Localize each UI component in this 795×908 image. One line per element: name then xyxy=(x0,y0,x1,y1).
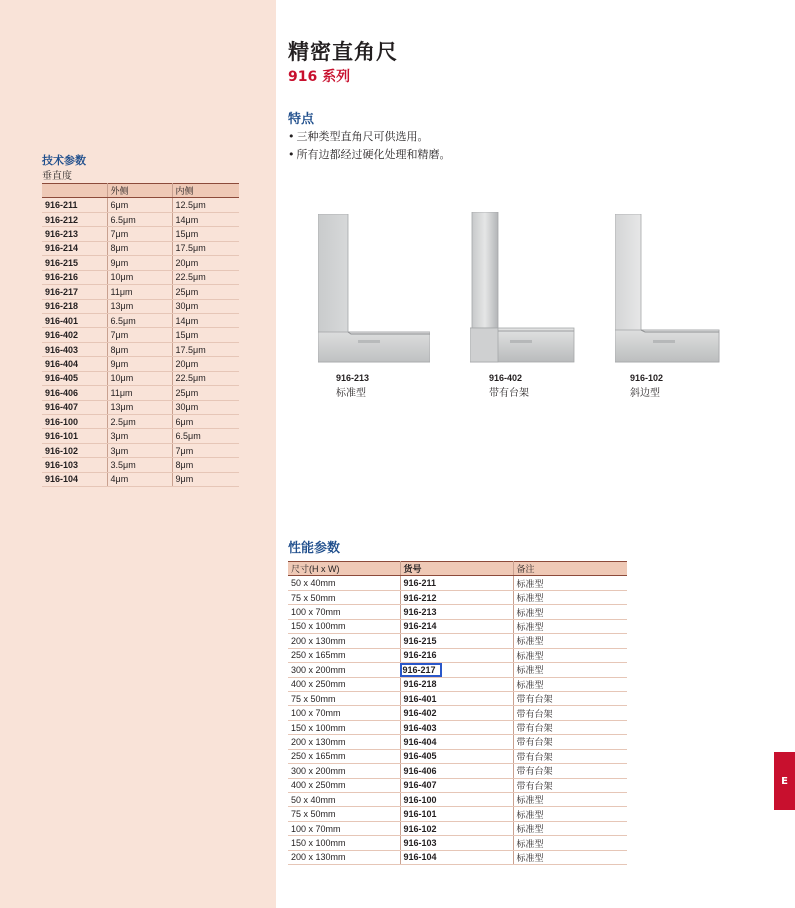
product-type: 斜边型 xyxy=(630,388,660,399)
perf-cell-remark: 带有台架 xyxy=(513,778,627,792)
spec-cell-inner: 22.5μm xyxy=(172,270,239,284)
perf-cell-size: 50 x 40mm xyxy=(288,576,400,590)
spec-cell-inner: 15μm xyxy=(172,227,239,241)
table-row xyxy=(42,285,239,299)
table-row xyxy=(288,836,627,850)
perf-cell-remark: 标准型 xyxy=(513,807,627,821)
spec-cell-outer: 3μm xyxy=(107,429,172,443)
table-row xyxy=(288,706,627,720)
spec-cell-inner: 9μm xyxy=(172,472,239,486)
perf-cell-size: 50 x 40mm xyxy=(288,793,400,807)
perf-cell-size: 200 x 130mm xyxy=(288,850,400,864)
spec-cell-inner: 30μm xyxy=(172,299,239,313)
spec-cell-outer: 13μm xyxy=(107,400,172,414)
perf-cell-size: 400 x 250mm xyxy=(288,677,400,691)
table-row xyxy=(288,605,627,619)
table-row xyxy=(288,634,627,648)
perf-cell-size: 75 x 50mm xyxy=(288,807,400,821)
spec-cell-inner: 25μm xyxy=(172,386,239,400)
perf-cell-remark: 标准型 xyxy=(513,663,627,677)
perf-cell-remark: 标准型 xyxy=(513,605,627,619)
perf-cell-code: 916-100 xyxy=(400,793,513,807)
spec-cell-code: 916-214 xyxy=(42,241,107,255)
table-row xyxy=(288,764,627,778)
spec-cell-inner: 8μm xyxy=(172,458,239,472)
product-image-base xyxy=(470,212,576,364)
spec-cell-code: 916-101 xyxy=(42,429,107,443)
spec-header-code xyxy=(42,184,107,198)
perf-cell-code: 916-102 xyxy=(400,821,513,835)
perf-cell-size: 100 x 70mm xyxy=(288,605,400,619)
spec-cell-inner: 6μm xyxy=(172,415,239,429)
perf-cell-size: 150 x 100mm xyxy=(288,720,400,734)
spec-cell-outer: 10μm xyxy=(107,270,172,284)
spec-cell-code: 916-402 xyxy=(42,328,107,342)
table-row xyxy=(42,299,239,313)
spec-cell-inner: 20μm xyxy=(172,357,239,371)
spec-cell-code: 916-212 xyxy=(42,212,107,226)
perf-cell-size: 75 x 50mm xyxy=(288,590,400,604)
table-row xyxy=(42,227,239,241)
spec-cell-code: 916-215 xyxy=(42,256,107,270)
table-row xyxy=(42,371,239,385)
perf-cell-size: 200 x 130mm xyxy=(288,735,400,749)
spec-cell-outer: 3.5μm xyxy=(107,458,172,472)
table-row xyxy=(288,663,627,677)
spec-cell-code: 916-103 xyxy=(42,458,107,472)
table-row xyxy=(288,850,627,864)
spec-cell-inner: 30μm xyxy=(172,400,239,414)
table-row xyxy=(288,778,627,792)
table-row xyxy=(288,749,627,763)
series-label: 916 系列 xyxy=(288,69,351,85)
perf-cell-size: 200 x 130mm xyxy=(288,634,400,648)
perf-cell-size: 100 x 70mm xyxy=(288,706,400,720)
performance-table xyxy=(288,561,627,865)
perf-cell-remark: 带有台架 xyxy=(513,735,627,749)
table-row xyxy=(42,198,239,212)
spec-cell-outer: 9μm xyxy=(107,256,172,270)
table-row xyxy=(288,590,627,604)
table-row xyxy=(42,270,239,284)
perf-cell-code: 916-212 xyxy=(400,590,513,604)
features-list xyxy=(288,128,451,164)
perf-cell-remark: 标准型 xyxy=(513,836,627,850)
square-bevel-icon xyxy=(615,214,721,364)
spec-cell-inner: 12.5μm xyxy=(172,198,239,212)
spec-cell-inner: 14μm xyxy=(172,212,239,226)
spec-cell-outer: 3μm xyxy=(107,443,172,457)
spec-table-header xyxy=(42,184,239,198)
section-tab[interactable]: E xyxy=(774,752,795,810)
spec-cell-outer: 9μm xyxy=(107,357,172,371)
product-code: 916-402 xyxy=(489,373,523,383)
table-row xyxy=(42,415,239,429)
perf-cell-size: 300 x 200mm xyxy=(288,663,400,677)
spec-header-outer: 外侧 xyxy=(107,184,172,198)
spec-table xyxy=(42,183,239,487)
spec-cell-outer: 7μm xyxy=(107,328,172,342)
perf-cell-remark: 带有台架 xyxy=(513,691,627,705)
spec-cell-code: 916-102 xyxy=(42,443,107,457)
square-with-base-icon xyxy=(470,212,576,364)
spec-cell-inner: 17.5μm xyxy=(172,342,239,356)
perf-cell-remark: 标准型 xyxy=(513,850,627,864)
table-row xyxy=(42,342,239,356)
perf-cell-code: 916-407 xyxy=(400,778,513,792)
spec-cell-inner: 7μm xyxy=(172,443,239,457)
perf-cell-remark: 标准型 xyxy=(513,590,627,604)
table-row xyxy=(42,458,239,472)
performance-title: 性能参数 xyxy=(288,541,341,556)
feature-item: • 所有边都经过硬化处理和精磨。 xyxy=(288,146,451,164)
feature-item: • 三种类型直角尺可供选用。 xyxy=(288,128,451,146)
perf-cell-code: 916-214 xyxy=(400,619,513,633)
spec-cell-outer: 6μm xyxy=(107,198,172,212)
spec-cell-inner: 15μm xyxy=(172,328,239,342)
perf-cell-remark: 标准型 xyxy=(513,619,627,633)
spec-cell-outer: 13μm xyxy=(107,299,172,313)
table-row xyxy=(42,357,239,371)
product-type: 带有台架 xyxy=(489,388,529,399)
perf-cell-size: 150 x 100mm xyxy=(288,836,400,850)
spec-cell-inner: 22.5μm xyxy=(172,371,239,385)
perf-cell-code: 916-405 xyxy=(400,749,513,763)
table-row xyxy=(288,619,627,633)
spec-cell-code: 916-213 xyxy=(42,227,107,241)
perf-cell-remark: 带有台架 xyxy=(513,720,627,734)
table-row xyxy=(42,400,239,414)
product-type: 标准型 xyxy=(336,388,366,399)
spec-cell-code: 916-100 xyxy=(42,415,107,429)
table-row xyxy=(288,735,627,749)
table-row xyxy=(288,821,627,835)
spec-subtitle: 垂直度 xyxy=(42,171,72,182)
table-row xyxy=(288,576,627,590)
perf-cell-code: 916-403 xyxy=(400,720,513,734)
perf-cell-code[interactable] xyxy=(400,663,513,677)
table-row xyxy=(42,313,239,327)
perf-cell-code: 916-401 xyxy=(400,691,513,705)
perf-cell-code: 916-101 xyxy=(400,807,513,821)
table-row xyxy=(288,807,627,821)
spec-cell-code: 916-104 xyxy=(42,472,107,486)
product-image-standard xyxy=(318,214,430,364)
perf-header-size: 尺寸(H x W) xyxy=(288,562,400,576)
table-row xyxy=(288,677,627,691)
spec-cell-outer: 4μm xyxy=(107,472,172,486)
spec-cell-outer: 6.5μm xyxy=(107,313,172,327)
spec-cell-outer: 7μm xyxy=(107,227,172,241)
spec-cell-inner: 25μm xyxy=(172,285,239,299)
table-row xyxy=(288,648,627,662)
perf-cell-remark: 标准型 xyxy=(513,634,627,648)
perf-cell-remark: 带有台架 xyxy=(513,764,627,778)
table-row xyxy=(42,472,239,486)
spec-cell-inner: 14μm xyxy=(172,313,239,327)
spec-cell-code: 916-218 xyxy=(42,299,107,313)
selected-code-highlight[interactable]: 916-217 xyxy=(402,665,440,675)
perf-cell-remark: 标准型 xyxy=(513,821,627,835)
spec-cell-outer: 8μm xyxy=(107,241,172,255)
perf-cell-code: 916-404 xyxy=(400,735,513,749)
perf-cell-remark: 标准型 xyxy=(513,677,627,691)
spec-cell-code: 916-407 xyxy=(42,400,107,414)
perf-cell-code: 916-215 xyxy=(400,634,513,648)
table-row xyxy=(42,328,239,342)
table-row xyxy=(42,256,239,270)
table-row xyxy=(42,443,239,457)
spec-cell-code: 916-405 xyxy=(42,371,107,385)
product-code: 916-102 xyxy=(630,373,664,383)
spec-cell-code: 916-404 xyxy=(42,357,107,371)
perf-cell-size: 150 x 100mm xyxy=(288,619,400,633)
spec-header-inner: 内侧 xyxy=(172,184,239,198)
spec-cell-code: 916-401 xyxy=(42,313,107,327)
perf-cell-code: 916-213 xyxy=(400,605,513,619)
perf-cell-remark: 标准型 xyxy=(513,576,627,590)
performance-table-header xyxy=(288,562,627,576)
square-standard-icon xyxy=(318,214,430,364)
perf-cell-code: 916-211 xyxy=(400,576,513,590)
spec-cell-code: 916-211 xyxy=(42,198,107,212)
perf-cell-size: 250 x 165mm xyxy=(288,648,400,662)
spec-title: 技术参数 xyxy=(42,154,86,167)
spec-cell-code: 916-406 xyxy=(42,386,107,400)
perf-cell-code: 916-402 xyxy=(400,706,513,720)
spec-cell-outer: 11μm xyxy=(107,386,172,400)
product-image-bevel xyxy=(615,214,721,364)
perf-cell-code: 916-216 xyxy=(400,648,513,662)
perf-header-code: 货号 xyxy=(400,562,513,576)
perf-cell-size: 100 x 70mm xyxy=(288,821,400,835)
spec-cell-outer: 8μm xyxy=(107,342,172,356)
perf-cell-code: 916-104 xyxy=(400,850,513,864)
perf-cell-remark: 带有台架 xyxy=(513,706,627,720)
perf-cell-code: 916-103 xyxy=(400,836,513,850)
spec-cell-code: 916-403 xyxy=(42,342,107,356)
table-row xyxy=(42,429,239,443)
table-row xyxy=(42,386,239,400)
table-row xyxy=(288,793,627,807)
table-row xyxy=(288,691,627,705)
table-row xyxy=(42,212,239,226)
features-title: 特点 xyxy=(288,112,315,127)
spec-cell-outer: 6.5μm xyxy=(107,212,172,226)
perf-cell-remark: 标准型 xyxy=(513,793,627,807)
spec-cell-inner: 20μm xyxy=(172,256,239,270)
perf-header-remark: 备注 xyxy=(513,562,627,576)
table-row xyxy=(42,241,239,255)
spec-cell-code: 916-217 xyxy=(42,285,107,299)
perf-cell-remark: 带有台架 xyxy=(513,749,627,763)
page-title: 精密直角尺 xyxy=(288,40,398,64)
perf-cell-code: 916-218 xyxy=(400,677,513,691)
spec-cell-inner: 17.5μm xyxy=(172,241,239,255)
perf-cell-code: 916-406 xyxy=(400,764,513,778)
perf-cell-size: 250 x 165mm xyxy=(288,749,400,763)
spec-cell-outer: 11μm xyxy=(107,285,172,299)
spec-cell-outer: 10μm xyxy=(107,371,172,385)
table-row xyxy=(288,720,627,734)
spec-cell-code: 916-216 xyxy=(42,270,107,284)
spec-cell-inner: 6.5μm xyxy=(172,429,239,443)
perf-cell-size: 400 x 250mm xyxy=(288,778,400,792)
perf-cell-size: 300 x 200mm xyxy=(288,764,400,778)
product-code: 916-213 xyxy=(336,373,370,383)
perf-cell-size: 75 x 50mm xyxy=(288,691,400,705)
perf-cell-remark: 标准型 xyxy=(513,648,627,662)
spec-cell-outer: 2.5μm xyxy=(107,415,172,429)
